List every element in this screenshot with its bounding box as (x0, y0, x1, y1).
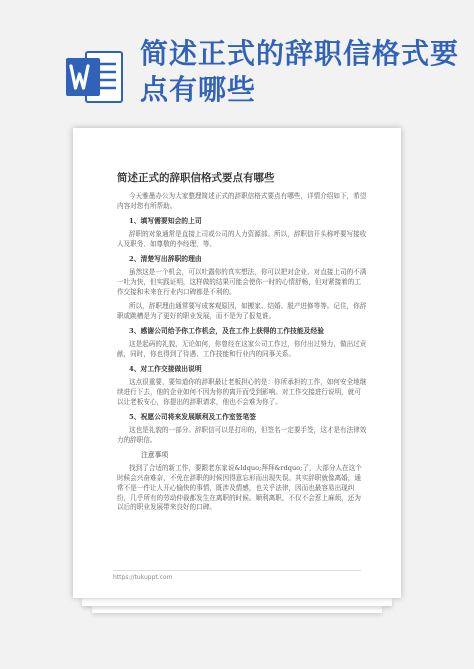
page-title: 简述正式的辞职信格式要点有哪些 (140, 37, 460, 106)
section-paragraph: 这也是礼貌的一部分。辞职信可以是打印的，但签名一定要手签，这才是有法律效力的辞职信。 (117, 426, 367, 444)
footer-url: https://tukuppt.com (113, 574, 173, 581)
intro-paragraph: 今天雅墨办公为大家整理简述正式的辞职信格式要点有哪些，详情介绍如下，希望内容对您有所帮助。 (117, 192, 367, 210)
section-paragraph: 所以，辞职理由通常要写成客观原因，如搬家、结婚、脱产进修等等。记住，你辞职或跳槽是为了更好的职业发展，而不是为了报复谁。 (117, 302, 367, 320)
header (0, 0, 474, 120)
document-page (73, 128, 401, 598)
section-heading: 4、对工作交接做出说明 (129, 365, 202, 374)
notes-paragraph: 找到了合适的新工作，要跟老东家说&ldquo;拜拜&rdquo;了，大部分人在这个时候会兴奋难奈，不免在辞职的时候因得意忘形而出现失误。其实辞职就像离婚，通常不是一件让人开心愉快的事情，既涉及情感，也关乎法律，因而也最容易出现纠纷，几乎所有的劳动仲裁都发生在离职的时候。顺利离职，不仅不会惹上麻烦，还为以后的职业发展带来良好的口碑。 (117, 464, 362, 512)
section-heading: 5、祝愿公司将来发展顺利及工作室签笔签 (129, 413, 257, 422)
notes-heading: 注意事项 (141, 451, 169, 460)
section-heading: 3、感谢公司给予你工作机会，及在工作上获得的工作技能及经验 (129, 327, 325, 336)
section-heading: 2、清楚写出辞职的理由 (129, 255, 202, 264)
document-body (117, 192, 367, 518)
section-paragraph: 这点很重要，要知道你的辞职最让老板担心的是：你所承担的工作，如何安全地继续进行下去，他的企业如何不因为你的离开而受到影响。对工作交接进行说明，就可以让老板安心，你提出的辞职请求，他也不会难为你了。 (117, 378, 367, 406)
section-paragraph: 这是起码的礼貌，无论如何，你曾经在这家公司工作过，你付出过努力，做出过贡献，同时，你也得到了待遇、工作技能和行业内的同事关系。 (117, 340, 367, 358)
page-shadow-layer (82, 598, 392, 606)
word-document-icon (64, 46, 126, 108)
section-heading: 1、填写需要知会的上司 (129, 217, 202, 226)
section-paragraph: 辞职的对象通常是直接上司或公司的人力资源部。所以，辞职信开头称呼要写接收人及职务、如尊敬的李经理，等。 (117, 230, 367, 248)
page-shadow-layer (92, 606, 382, 613)
section-paragraph: 虽然这是一个机会，可以吐露你的真实想法，你可以把对企业、对直接上司的不满一吐为快，但实践证明，这样做的结果可能会使你一时的心情舒畅，但对紧接着的工作交接和未来在行业内口碑都是不利的。 (117, 268, 367, 296)
footer-divider (113, 570, 361, 571)
document-title: 简述正式的辞职信格式要点有哪些 (117, 172, 275, 184)
